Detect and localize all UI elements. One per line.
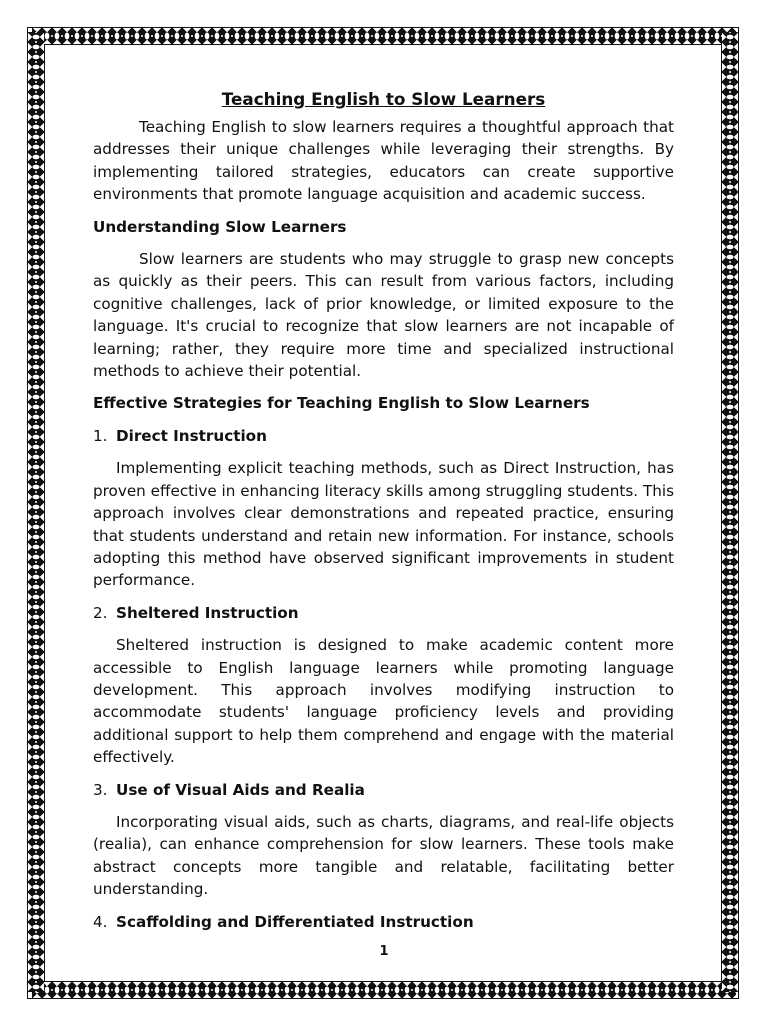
- list-item-heading: [93, 911, 674, 933]
- list-item-heading: [93, 425, 674, 447]
- list-item-heading: [93, 779, 674, 801]
- list-number: 2.: [93, 603, 108, 622]
- list-item-title: Use of Visual Aids and Realia: [116, 780, 365, 799]
- list-number: 3.: [93, 780, 108, 799]
- list-item-title: Sheltered Instruction: [116, 603, 299, 622]
- section-heading-understanding: Understanding Slow Learners: [93, 217, 347, 236]
- section-heading-strategies: Effective Strategies for Teaching English to Slow Learners: [93, 394, 590, 413]
- list-item-title: Direct Instruction: [116, 426, 267, 445]
- list-item-title: Scaffolding and Differentiated Instruction: [116, 912, 474, 931]
- list-item-paragraph: Incorporating visual aids, such as charts, diagrams, and real-life objects (realia), can enhance comprehension for slow learners. These tools make abstract concepts more tangible and relatable, facilitating better understanding.: [93, 812, 674, 899]
- intro-paragraph: Teaching English to slow learners requires a thoughtful approach that addresses their unique challenges while leveraging their strengths. By implementing tailored strategies, educators can create supportive environments that promote language acquisition and academic success.: [93, 118, 674, 204]
- document-body: [93, 84, 674, 943]
- list-item-paragraph: Implementing explicit teaching methods, such as Direct Instruction, has proven effective in enhancing literacy skills among struggling students. This approach involves clear demonstrations and repeated practice, ensuring that students understand and retain new information. For instance, schools adopting this method have observed significant improvements in student performance.: [93, 459, 674, 590]
- understanding-paragraph: Slow learners are students who may struggle to grasp new concepts as quickly as their peers. This can result from various factors, including cognitive challenges, lack of prior knowledge, or limited exposure to the language. It's crucial to recognize that slow learners are not incapable of learning; rather, they require more time and specialized instructional methods to achieve their potential.: [93, 250, 674, 381]
- page-title: Teaching English to Slow Learners: [221, 89, 546, 109]
- list-number: 4.: [93, 912, 108, 931]
- list-number: 1.: [93, 426, 108, 445]
- list-item-paragraph: Sheltered instruction is designed to make academic content more accessible to English language learners while promoting language development. This approach involves modifying instruction to accommodate students' language proficiency levels and providing additional support to help them comprehend and engage with the material effectively.: [93, 636, 674, 767]
- list-item-heading: [93, 602, 674, 624]
- page-number: 1: [379, 944, 389, 959]
